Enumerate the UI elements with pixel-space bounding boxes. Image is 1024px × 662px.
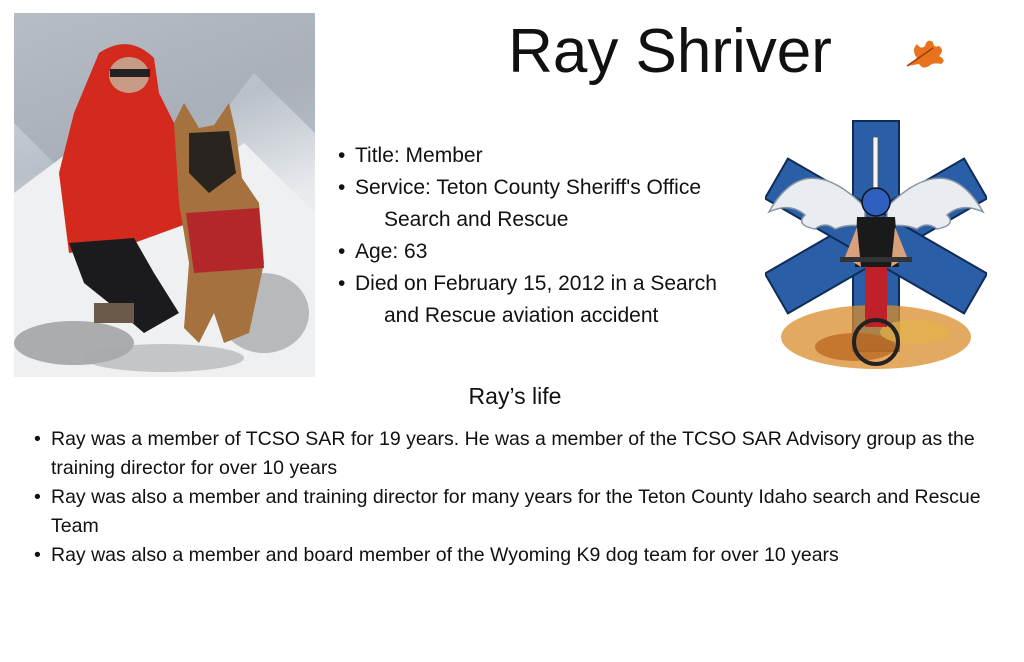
life-list xyxy=(34,425,1019,570)
winged-star-of-life-emblem xyxy=(765,117,987,377)
autumn-leaf-icon xyxy=(903,36,949,72)
page-title: Ray Shriver xyxy=(508,17,832,86)
fact-died: • Died on February 15, 2012 in a Search and Rescue aviation accident xyxy=(338,268,768,332)
fact-age: • Age: 63 xyxy=(338,236,768,268)
fact-title: • Title: Member xyxy=(338,140,768,172)
list-item: • Ray was also a member and training director for many years for the Teton County Idaho search and Rescue Team xyxy=(34,483,1019,541)
fact-service: • Service: Teton County Sheriff's Office Search and Rescue xyxy=(338,172,768,236)
list-item: • Ray was also a member and board member of the Wyoming K9 dog team for over 10 years xyxy=(34,541,1019,570)
person-with-dog-photo xyxy=(14,13,315,377)
memorial-facts-list xyxy=(338,140,768,332)
list-item: • Ray was a member of TCSO SAR for 19 years. He was a member of the TCSO SAR Advisory group as the training director for over 10 years xyxy=(34,425,1019,483)
life-heading: Ray’s life xyxy=(468,383,562,409)
memorial-photo xyxy=(14,13,315,377)
